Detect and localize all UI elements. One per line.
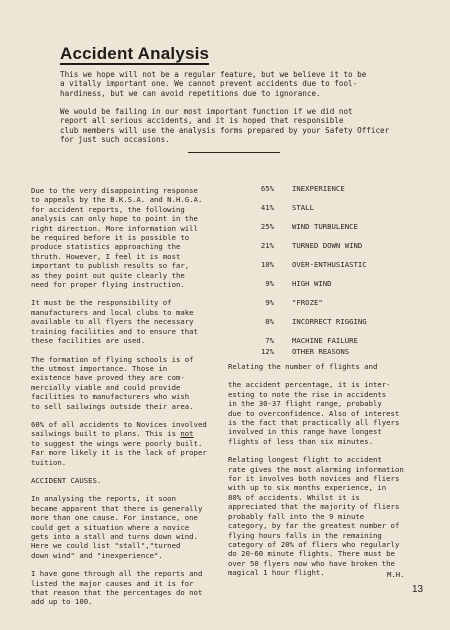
left-paragraph-1: Due to the very disappointing response to appeals by the B.K.S.A. and N.H.G.A. for accident reports, the following analysis can only hope to point in the right direction. More information will be required before it is possible to produce statistics approaching the thruth. However, I feel it is most important to publish results so far, as they point out quite clearly the need for proper flying instruction.: [31, 186, 203, 290]
intro-text-1: This we hope will not be a regular feature, but we believe it to be a vitally important one. We cannot prevent accidents due to fool- hardiness, but we can avoid repetitions due to ignorance.: [60, 70, 367, 98]
right-paragraph-2: the accident percentage, it is inter- esting to note the rise in accidents in the 30-37 flight range, probably due to overconfidence. Also of interest is the fact that practically all flyers involved in this range have longest flights of less than six minutes.: [228, 380, 400, 446]
cause-label: "FROZE": [292, 298, 323, 307]
cause-label: STALL: [292, 203, 314, 212]
cause-row: [230, 260, 420, 270]
cause-label: TURNED DOWN WIND: [292, 241, 363, 250]
cause-row: [230, 298, 420, 308]
section-divider: [188, 152, 280, 153]
cause-label: INCORRECT RIGGING: [292, 317, 367, 326]
cause-row: [230, 184, 420, 194]
cause-row: [230, 203, 420, 213]
cause-percentage: 9%: [265, 279, 274, 288]
cause-percentage: 25%: [260, 222, 274, 231]
underlined-not: not: [180, 429, 194, 439]
cause-row: [230, 241, 420, 251]
left-paragraph-4: [31, 420, 226, 467]
cause-row: [230, 279, 420, 289]
cause-label: WIND TURBULENCE: [292, 222, 358, 231]
cause-percentage: 8%: [265, 317, 274, 326]
intro-paragraph-2: [60, 107, 390, 145]
cause-row: [230, 317, 420, 327]
cause-percentage: 12%: [260, 347, 274, 356]
left-paragraph-7: I have gone through all the reports and listed the major causes and it is for that reason that the percentages do not add up to 100.: [31, 569, 203, 607]
author-signature: M.H.: [387, 570, 405, 579]
cause-percentage: 7%: [265, 336, 274, 345]
cause-percentage: 9%: [265, 298, 274, 307]
section-heading-accident-causes: ACCIDENT CAUSES.: [31, 475, 102, 485]
cause-row: [230, 336, 420, 346]
page-number: 13: [412, 584, 424, 595]
cause-row: [230, 347, 420, 357]
page-title: Accident Analysis: [60, 44, 210, 63]
cause-label: HIGH WIND: [292, 279, 332, 288]
cause-label: INEXPERIENCE: [292, 184, 345, 193]
intro-paragraph-1: [60, 70, 390, 98]
cause-percentage: 21%: [260, 241, 274, 250]
right-column: [228, 362, 418, 578]
cause-percentage: 65%: [260, 184, 274, 193]
left-paragraph-3: The formation of flying schools is of the utmost importance. Those in existence have proved they are com- mercially viable and could provide facilities to manufacturers who wish to sell sailwings outside their area.: [31, 354, 194, 411]
left-paragraph-2: It must be the responsibility of manufacturers and local clubs to make available to all flyers the necessary training facilities and to ensure that these facilities are used.: [31, 298, 198, 346]
cause-label: OVER-ENTHUSIASTIC: [292, 260, 367, 269]
right-paragraph-3: Relating longest flight to accident rate gives the most alarming information for it involves both novices and fliers with up to six months experience, in 80% of accidents. Whilst it is appreciated that the majority of fliers probably fall into the 9 minute category, by far the greatest number of flying hours falls in the remaining category of 20% of fliers who regularly do 20-60 minute flights. There must be over 50 flyers now who have broken the magical 1 hour flight.: [228, 455, 404, 578]
left-paragraph-6: In analysing the reports, it soon became apparent that there is generally more than one cause. For instance, one could get a situation where a novice gets into a stall and turns down wind. Here we could list "stall","turned down wind" and "inexperience".: [31, 494, 203, 560]
left-paragraph-4-end: to suggest the wings were poorly built. Far more likely it is the lack of proper tuition.: [31, 438, 207, 467]
cause-percentage: 10%: [260, 260, 274, 269]
cause-label: OTHER REASONS: [292, 347, 350, 356]
cause-percentage: 41%: [260, 203, 274, 212]
right-paragraph-1: Relating the number of flights and: [228, 362, 378, 371]
left-column: [31, 186, 226, 607]
left-paragraph-4-start: 60% of all accidents to Novices involved sailwings built to plans. This is: [31, 419, 207, 439]
cause-row: [230, 222, 420, 232]
intro-text-2: We would be failing in our most important function if we did not report all serious accidents, and it is hoped that responsible club members will use the analysis forms prepared by your Safety Officer for just such occasions.: [60, 107, 390, 145]
cause-label: MACHINE FAILURE: [292, 336, 358, 345]
